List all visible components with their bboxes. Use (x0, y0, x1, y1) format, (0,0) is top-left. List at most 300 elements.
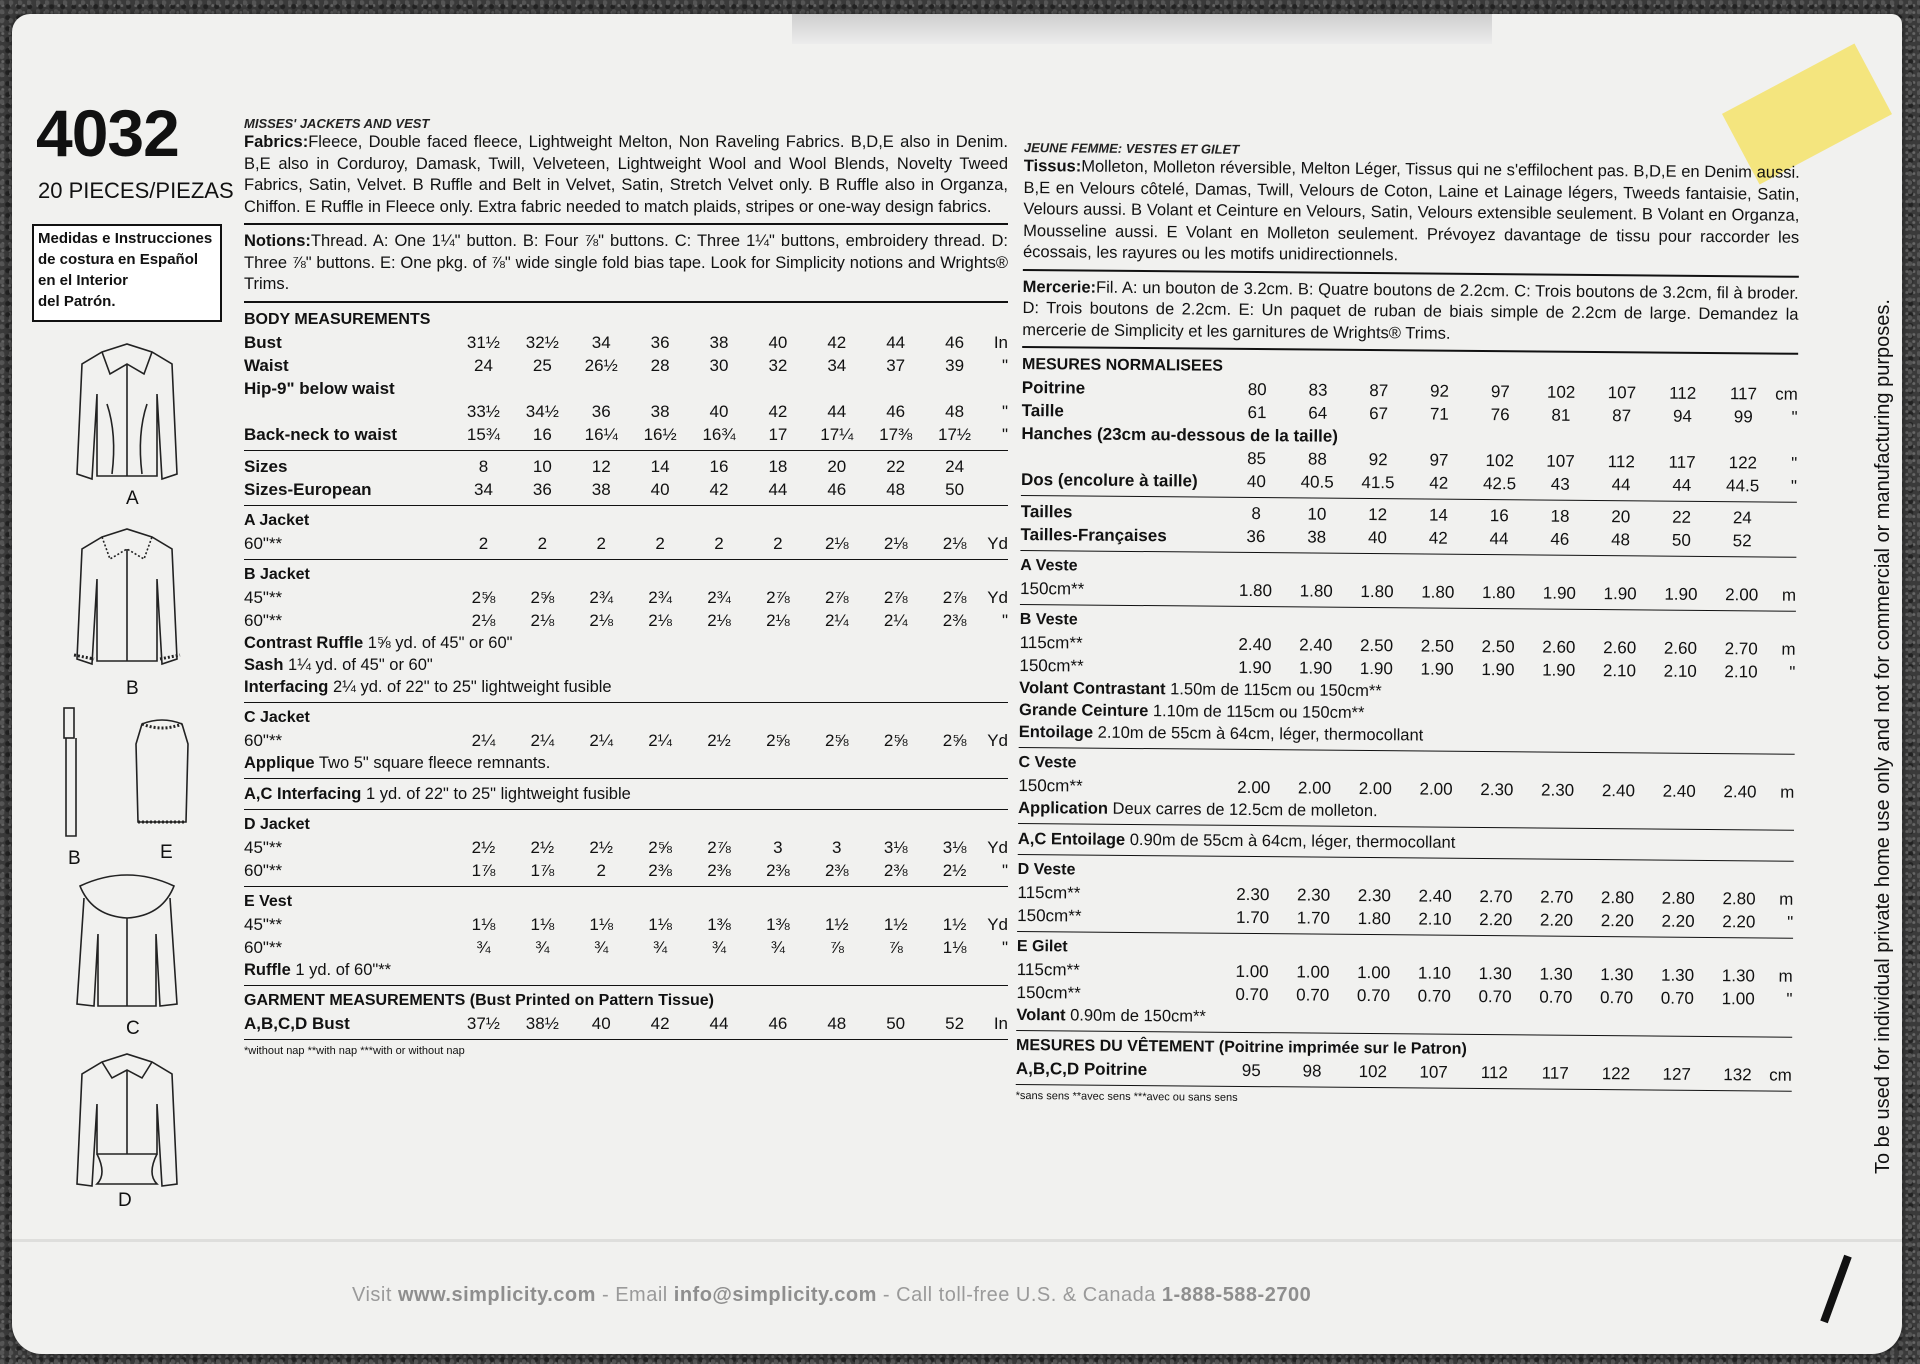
row-label (1016, 981, 1221, 1006)
note-line (244, 959, 1008, 981)
fabrics-text: Molleton, Molleton réversible, Melton Léger, Tissus qui ne s'effilochent pas. B,D,E en Denim aussi. B,E en Velours côtelé, Damas, Twill, Velours de Coton, Laine et Lainage légers, Tweeds fantaisie, Satin, Velours aussi. B Volant et Ceinture en Velours, Satin, Velours extensible seulement. B Volant en Organza, Mousseline aussi. E Volant en Molleton seulement. Prévoyez davantage de tissu pour raccorder les écossais, les rayures ou les motifs unidirectionnels. (1022, 157, 1800, 265)
value-cell: 16 (532, 424, 552, 444)
footnote: *sans sens **avec sens ***avec ou sans sens (1015, 1089, 1238, 1104)
value-cell: 2½ (530, 837, 555, 857)
value-cell: 117 (1668, 452, 1696, 472)
value-cell: 18 (1550, 506, 1570, 526)
value-cell: 2.40 (1238, 634, 1272, 655)
row-values (454, 1012, 984, 1035)
value-cell: 102 (1546, 382, 1576, 402)
footer-phone: 1-888-588-2700 (1161, 1284, 1312, 1306)
measurement-row (244, 377, 1008, 400)
garment-measurements-title: GARMENT MEASUREMENTS (Bust Printed on Pattern Tissue) (244, 991, 714, 1009)
divider (244, 886, 1008, 887)
note-text: 1¼ yd. of 45" or 60" (283, 655, 433, 674)
value-cell: 41.5 (1361, 472, 1395, 493)
column-title: JEUNE FEMME: VESTES ET GILET (1023, 140, 1240, 157)
footnote: *without nap **with nap ***with or without nap (244, 1044, 465, 1057)
value-cell: 2½ (707, 730, 731, 750)
view-e-drawing (122, 714, 202, 834)
value-cell: 42 (768, 401, 788, 421)
row-values (1225, 579, 1772, 607)
view-section-title: C Veste (1018, 753, 1077, 772)
fabrics-paragraph (1023, 156, 1800, 270)
value-cell: ⅞ (888, 937, 903, 957)
unit-label: " (1001, 860, 1008, 880)
french-column (1016, 140, 1800, 1110)
value-cell: 99 (1733, 407, 1753, 427)
value-cell: 1.90 (1542, 583, 1576, 603)
pattern-number: 4032 (36, 96, 179, 170)
garment-measurements-title: MESURES DU VÊTEMENT (Poitrine imprimée sur le Patron) (1016, 1036, 1467, 1058)
value-cell: 112 (1607, 452, 1635, 472)
view-b-drawing (62, 519, 192, 669)
value-cell: 2⅛ (883, 533, 908, 553)
row-label (244, 455, 454, 478)
value-cell: 1.80 (1238, 580, 1273, 601)
note-text: 1 yd. of 22" to 25" lightweight fusible (361, 784, 631, 803)
value-cell: 94 (1672, 406, 1693, 426)
note-label: Ruffle (244, 960, 291, 979)
value-cell: 1.80 (1360, 581, 1394, 602)
value-cell: 52 (1732, 531, 1752, 551)
value-cell: 2.40 (1299, 635, 1333, 655)
value-cell: 2.30 (1296, 885, 1331, 905)
row-label (244, 423, 454, 446)
note-label: Volant (1016, 1005, 1066, 1025)
value-cell: 12 (1368, 505, 1388, 525)
notions-label: Notions: (244, 232, 311, 250)
value-cell: 2¼ (530, 730, 555, 750)
view-label-e: E (160, 842, 173, 863)
value-cell: 8 (1251, 503, 1261, 524)
value-cell: 38 (1307, 527, 1327, 547)
value-cell: 16 (1489, 506, 1509, 526)
value-cell: 0.70 (1478, 986, 1512, 1007)
row-label-text: Bust (244, 332, 282, 352)
value-cell: 1⅜ (766, 914, 790, 934)
value-cell: 44 (1489, 529, 1509, 549)
value-cell: 46 (886, 401, 906, 421)
note-label: Sash (244, 655, 284, 674)
fabrics-paragraph (244, 132, 1008, 218)
divider (244, 809, 1008, 810)
value-cell: 2⅝ (824, 730, 849, 750)
value-cell: 22 (886, 456, 906, 476)
divider (244, 778, 1008, 779)
value-cell: 2.00 (1237, 777, 1271, 798)
value-cell: 67 (1369, 404, 1389, 424)
value-cell: 2.60 (1603, 638, 1637, 658)
value-cell: 34 (473, 479, 493, 499)
value-cell: 2¾ (648, 587, 672, 607)
row-label-text: Back-neck to waist (244, 424, 398, 444)
value-cell: 18 (768, 456, 788, 476)
value-cell: 1.90 (1420, 659, 1454, 679)
value-cell: 2.70 (1540, 887, 1574, 907)
value-cell: 98 (1302, 1061, 1322, 1081)
row-values (454, 478, 984, 501)
row-values (1221, 1059, 1768, 1087)
row-label (1021, 500, 1226, 525)
value-cell: 50 (886, 1013, 906, 1033)
value-cell: 2.80 (1722, 889, 1756, 909)
row-label (244, 729, 454, 752)
unit-label: In (993, 332, 1008, 352)
row-label (1017, 958, 1222, 983)
usage-notice: To be used for individual private home use only and not for commercial or manufacturing purposes. (1872, 299, 1894, 1174)
row-label-text: 45"** (244, 587, 283, 607)
view-section-title: A Veste (1020, 556, 1078, 575)
value-cell: 2.00 (1358, 778, 1392, 799)
value-cell: 0.70 (1356, 985, 1391, 1006)
value-cell: 44.5 (1726, 476, 1760, 496)
value-cell: 2⅛ (530, 610, 555, 630)
value-cell: 38½ (525, 1013, 559, 1033)
value-cell: 0.70 (1599, 988, 1634, 1008)
row-label-text: Taille (1021, 400, 1064, 421)
value-cell: 50 (945, 479, 965, 499)
row-values (454, 586, 984, 609)
row-label (244, 377, 454, 400)
value-cell: 1.90 (1359, 658, 1393, 679)
view-label-a: A (126, 488, 139, 509)
value-cell: 16¼ (584, 424, 618, 444)
value-cell: 2 (655, 533, 665, 553)
value-cell: 38 (709, 332, 729, 352)
measurement-row (244, 859, 1008, 882)
value-cell: 2.30 (1480, 780, 1514, 800)
value-cell: 102 (1358, 1061, 1388, 1082)
note-label: Grande Ceinture (1018, 700, 1149, 721)
value-cell: 88 (1307, 449, 1327, 469)
value-cell: 16¾ (702, 424, 736, 444)
row-label-text: 150cm** (1020, 578, 1085, 599)
row-label (1017, 904, 1222, 929)
value-cell: 31½ (466, 332, 500, 352)
value-cell: 17⅜ (879, 424, 913, 444)
value-cell: 1.90 (1664, 584, 1698, 604)
value-cell: 40 (650, 479, 670, 499)
value-cell: 2⅝ (942, 730, 967, 750)
value-cell: 3⅛ (942, 837, 967, 857)
body-measurements-title: MESURES NORMALISEES (1021, 355, 1224, 375)
measurement-row (244, 609, 1008, 632)
footer-email-label: - Email (595, 1284, 674, 1306)
unit-label: " (1786, 989, 1793, 1009)
row-label (1018, 774, 1223, 799)
value-cell: 48 (1611, 530, 1631, 550)
row-values (1225, 525, 1772, 553)
footer-visit: Visit (352, 1284, 398, 1306)
row-label-text: 45"** (244, 914, 283, 934)
footer-call: - Call toll-free U.S. & Canada (876, 1284, 1162, 1306)
value-cell: 107 (1607, 383, 1637, 403)
value-cell: 42 (827, 332, 847, 352)
value-cell: 24 (473, 355, 493, 375)
row-values (454, 400, 984, 423)
row-label-text: Hip-9" below waist (244, 378, 395, 398)
value-cell: 0.70 (1296, 985, 1330, 1005)
value-cell: 0.70 (1660, 988, 1695, 1008)
value-cell: 2.60 (1542, 637, 1576, 657)
value-cell: 14 (650, 456, 670, 476)
value-cell: 2.40 (1601, 781, 1636, 801)
value-cell: 2½ (589, 837, 614, 857)
measurement-row (244, 586, 1008, 609)
row-label-text: A,B,C,D Poitrine (1015, 1058, 1148, 1080)
value-cell: 2.40 (1662, 781, 1696, 801)
value-cell: 71 (1429, 404, 1449, 424)
value-cell: 3⅛ (883, 837, 908, 857)
value-cell: 2⅞ (824, 587, 849, 607)
row-label (244, 354, 454, 377)
row-label (244, 609, 454, 632)
unit-label: Yd (987, 914, 1008, 934)
value-cell: 2 (773, 533, 783, 553)
row-values (454, 532, 984, 555)
value-cell: 1.30 (1600, 965, 1634, 985)
value-cell: 44 (1672, 475, 1692, 495)
view-section-title: D Veste (1017, 860, 1076, 879)
row-label-text: 60"** (244, 610, 283, 630)
value-cell: 97 (1490, 382, 1510, 402)
view-d-drawing (62, 1044, 192, 1194)
pieces-count: 20 PIECES/PIEZAS (38, 178, 234, 203)
value-cell: 1.90 (1481, 660, 1515, 680)
spanish-line: del Patrón. (38, 293, 116, 310)
value-cell: 15¾ (466, 424, 500, 444)
value-cell: 2⅛ (589, 610, 614, 630)
divider (244, 559, 1008, 560)
unit-label: cm (1775, 384, 1798, 404)
value-cell: 14 (1428, 505, 1449, 525)
row-label-text: Sizes-European (244, 479, 372, 499)
value-cell: 33½ (466, 401, 500, 421)
value-cell: 37½ (466, 1013, 500, 1033)
pattern-envelope (12, 14, 1902, 1354)
unit-label: m (1779, 889, 1794, 909)
view-c-drawing (62, 864, 192, 1014)
value-cell: 17¼ (820, 424, 854, 444)
view-section-title: B Veste (1019, 610, 1078, 629)
row-label (1022, 399, 1227, 424)
value-cell: 92 (1430, 381, 1450, 401)
measurement-row (244, 836, 1008, 859)
value-cell: 42 (1429, 473, 1449, 493)
value-cell: 2¼ (589, 730, 614, 750)
row-values (454, 859, 984, 882)
row-label (244, 936, 454, 959)
row-label-text: 115cm** (1017, 882, 1081, 903)
view-section-title: E Gilet (1016, 937, 1068, 956)
value-cell: 2.10 (1724, 662, 1758, 682)
divider (1023, 268, 1799, 277)
note-text: 1.10m de 115cm ou 150cm** (1148, 702, 1365, 722)
value-cell: 1.00 (1235, 961, 1269, 982)
value-cell: 42 (709, 479, 729, 499)
value-cell: 1⅛ (471, 914, 496, 934)
note-label: Interfacing (244, 677, 329, 696)
footer-website-link[interactable]: www.simplicity.com (397, 1284, 596, 1306)
divider (244, 985, 1008, 986)
value-cell: 1⅜ (707, 914, 731, 934)
unit-label: Yd (987, 587, 1008, 607)
value-cell: 1⅛ (942, 937, 967, 957)
value-cell: 2.10 (1663, 661, 1697, 681)
value-cell: 32 (768, 355, 788, 375)
value-cell: 48 (886, 479, 906, 499)
note-text: 1 yd. of 60"** (290, 960, 392, 979)
value-cell: 17 (768, 424, 788, 444)
note-text: Two 5" square fleece remnants. (314, 753, 551, 772)
value-cell: 2¼ (883, 610, 908, 630)
unit-label: m (1778, 966, 1793, 986)
value-cell: 1.80 (1421, 582, 1455, 602)
view-b-sash-drawing (60, 704, 90, 844)
value-cell: ¾ (594, 937, 609, 957)
value-cell: 48 (945, 401, 965, 421)
value-cell: 117 (1541, 1063, 1569, 1083)
value-cell: 2¾ (589, 587, 614, 607)
view-section-title: A Jacket (244, 511, 310, 529)
unit-label: " (1791, 453, 1798, 473)
value-cell: 43 (1550, 474, 1570, 494)
row-values (454, 609, 984, 632)
value-cell: 52 (945, 1013, 965, 1033)
value-cell: 38 (591, 479, 611, 499)
value-cell: 22 (1672, 507, 1692, 527)
row-label (1021, 422, 1339, 447)
value-cell: 50 (1671, 530, 1691, 550)
value-cell: 30 (709, 355, 729, 375)
unit-label: " (1001, 424, 1008, 444)
value-cell: 2.20 (1661, 911, 1695, 931)
value-cell: 20 (1611, 507, 1631, 527)
value-cell: 2.20 (1479, 910, 1513, 930)
value-cell: 40 (768, 332, 788, 352)
value-cell: 2.30 (1541, 780, 1575, 800)
value-cell: ¾ (653, 937, 668, 957)
note-text: 2¼ yd. of 22" to 25" lightweight fusible (328, 677, 612, 696)
value-cell: 1.80 (1357, 908, 1391, 929)
value-cell: 122 (1728, 453, 1758, 473)
value-cell: 32½ (525, 332, 559, 352)
view-section-title: C Jacket (244, 708, 310, 726)
unit-label: Yd (987, 730, 1008, 750)
unit-label: m (1780, 782, 1795, 802)
value-cell: 85 (1247, 448, 1267, 469)
row-label-text: Waist (244, 355, 289, 375)
value-cell: 24 (945, 456, 965, 476)
value-cell: 40 (591, 1013, 611, 1033)
measurement-row (244, 1012, 1008, 1035)
measurement-row (244, 354, 1008, 377)
unit-label: Yd (987, 837, 1008, 857)
measurement-row (244, 455, 1008, 478)
value-cell: 1.90 (1603, 584, 1637, 604)
footer-contact (352, 1284, 1311, 1307)
value-cell: 2.50 (1481, 637, 1515, 657)
value-cell: ¾ (476, 937, 491, 957)
value-cell: 2⅜ (648, 860, 672, 880)
value-cell: 2.70 (1479, 887, 1513, 907)
row-label (1021, 462, 1226, 464)
value-cell: 1.30 (1478, 964, 1512, 984)
marker-stroke (1820, 1255, 1851, 1324)
value-cell: 1⅛ (648, 914, 672, 934)
value-cell: 37 (886, 355, 906, 375)
value-cell: 40 (1367, 528, 1388, 548)
value-cell: 61 (1247, 402, 1267, 423)
note-text: 0.90m de 55cm à 64cm, léger, thermocollant (1125, 830, 1456, 852)
value-cell: 40 (1246, 471, 1266, 492)
unit-label: " (1001, 401, 1008, 421)
value-cell: 2 (714, 533, 724, 553)
note-text: 1⅝ yd. of 45" or 60" (363, 633, 513, 652)
row-label (1017, 881, 1222, 906)
value-cell: 1.00 (1357, 962, 1391, 983)
unit-label: " (1789, 662, 1796, 682)
value-cell: 42.5 (1482, 474, 1517, 494)
value-cell: 102 (1485, 451, 1515, 471)
divider (244, 223, 1008, 225)
row-label (244, 331, 454, 354)
value-cell: 2.60 (1663, 638, 1698, 658)
value-cell: 2.50 (1420, 636, 1454, 656)
note-label: A,C Entoilage (1017, 829, 1126, 849)
row-label (1016, 1057, 1221, 1082)
row-label-text: 115cm** (1016, 959, 1080, 980)
view-label-b-sash: B (68, 848, 81, 869)
value-cell: 2.80 (1600, 888, 1635, 908)
measurement-row (244, 729, 1008, 752)
value-cell: 38 (650, 401, 670, 421)
value-cell: 46 (945, 332, 965, 352)
measurement-row (244, 936, 1008, 959)
value-cell: 2⅞ (942, 587, 967, 607)
value-cell: 34 (591, 332, 611, 352)
value-cell: 1.70 (1235, 907, 1270, 928)
unit-label: " (1790, 476, 1798, 496)
value-cell: 36 (1246, 526, 1266, 547)
value-cell: 1⅞ (471, 860, 496, 880)
note-label: Contrast Ruffle (244, 633, 364, 652)
value-cell: 12 (591, 456, 611, 476)
row-values (1222, 906, 1769, 934)
unit-label: m (1781, 639, 1796, 659)
value-cell: 1.90 (1298, 658, 1333, 678)
value-cell: 2⅜ (824, 860, 849, 880)
value-cell: 2⅛ (942, 533, 967, 553)
value-cell: 2.30 (1357, 885, 1392, 906)
value-cell: 1.70 (1296, 908, 1331, 928)
row-values (454, 423, 984, 446)
value-cell: 26½ (584, 355, 618, 375)
value-cell: 2⅝ (766, 730, 790, 750)
value-cell: 2.00 (1419, 779, 1453, 799)
value-cell: 2 (596, 860, 606, 880)
measurement-row (244, 478, 1008, 501)
value-cell: 2½ (942, 860, 967, 880)
value-cell: 107 (1546, 451, 1575, 471)
value-cell: 2.20 (1600, 911, 1634, 931)
value-cell: 1.30 (1721, 966, 1756, 986)
value-cell: ¾ (770, 937, 785, 957)
footer-email-link[interactable]: info@simplicity.com (673, 1284, 877, 1306)
value-cell: 2.70 (1724, 639, 1758, 659)
row-label-text: Poitrine (1021, 377, 1086, 398)
